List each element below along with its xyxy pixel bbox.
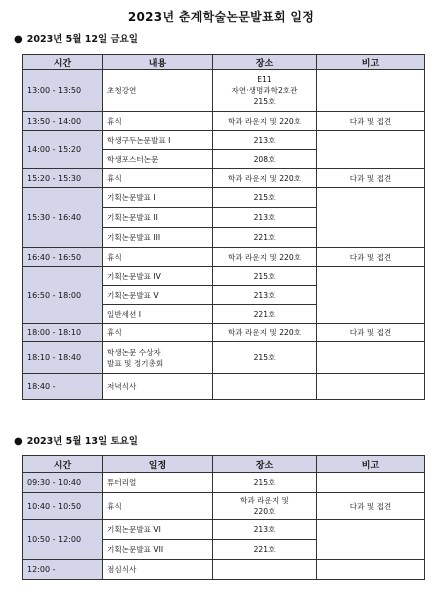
content-cell: 휴식 xyxy=(103,169,213,188)
time-cell: 15:30 - 16:40 xyxy=(23,188,103,248)
content-cell: 기획논문발표 III xyxy=(103,228,213,248)
place-cell: 학과 라운지 및 220호 xyxy=(213,112,317,131)
table-row xyxy=(23,493,425,520)
table-row xyxy=(23,374,425,400)
time-cell: 10:50 - 12:00 xyxy=(23,520,103,560)
place-line: 학과 라운지 및 xyxy=(240,496,289,505)
place-cell: 208호 xyxy=(213,150,317,169)
time-cell: 12:00 - xyxy=(23,560,103,580)
table-row xyxy=(23,473,425,493)
time-cell: 18:10 - 18:40 xyxy=(23,342,103,374)
time-cell: 09:30 - 10:40 xyxy=(23,473,103,493)
content-line: 학생논문 수상자 xyxy=(107,347,161,357)
table-row xyxy=(23,169,425,188)
note-cell xyxy=(317,520,425,560)
col-header-schedule: 일정 xyxy=(103,456,213,473)
place-cell xyxy=(213,493,317,520)
content-line: 발표 및 정기총회 xyxy=(107,358,164,368)
col-header-place: 장소 xyxy=(213,55,317,70)
bullet-icon: ● xyxy=(14,34,23,45)
content-cell: 휴식 xyxy=(103,112,213,131)
place-cell: 학과 라운지 및 220호 xyxy=(213,169,317,188)
place-cell: 215호 xyxy=(213,473,317,493)
page-title: 2023년 춘계학술논문발표회 일정 xyxy=(127,10,315,24)
note-cell xyxy=(317,560,425,580)
table-row xyxy=(23,520,425,540)
note-cell xyxy=(317,473,425,493)
content-cell: 휴식 xyxy=(103,324,213,342)
content-cell: 기획논문발표 I xyxy=(103,188,213,208)
note-cell: 다과 및 접견 xyxy=(317,493,425,520)
place-cell xyxy=(213,70,317,112)
note-cell xyxy=(317,70,425,112)
table-row xyxy=(23,248,425,267)
place-cell xyxy=(213,560,317,580)
time-cell: 18:40 - xyxy=(23,374,103,400)
content-cell xyxy=(103,342,213,374)
content-cell: 기획논문발표 II xyxy=(103,208,213,228)
day1-heading-text: 2023년 5월 12일 금요일 xyxy=(26,34,138,45)
table-row xyxy=(23,70,425,112)
time-cell: 16:40 - 16:50 xyxy=(23,248,103,267)
content-cell: 휴식 xyxy=(103,493,213,520)
content-cell: 학생포스터논문 xyxy=(103,150,213,169)
content-cell: 저녁식사 xyxy=(103,374,213,400)
content-cell: 튜터리얼 xyxy=(103,473,213,493)
place-cell: 215호 xyxy=(213,267,317,286)
note-cell xyxy=(317,267,425,324)
col-header-time: 시간 xyxy=(23,456,103,473)
content-cell: 기획논문발표 IV xyxy=(103,267,213,286)
place-cell: 학과 라운지 및 220호 xyxy=(213,248,317,267)
content-cell: 기획논문발표 VII xyxy=(103,540,213,560)
col-header-time: 시간 xyxy=(23,55,103,70)
table-row xyxy=(23,188,425,208)
place-line: 215호 xyxy=(253,97,276,106)
table-row xyxy=(23,131,425,150)
table-row xyxy=(23,267,425,286)
note-cell: 다과 및 접견 xyxy=(317,324,425,342)
note-cell: 다과 및 접견 xyxy=(317,169,425,188)
content-cell: 기획논문발표 VI xyxy=(103,520,213,540)
bullet-icon: ● xyxy=(14,436,23,447)
place-cell: 213호 xyxy=(213,131,317,150)
place-line: 220호 xyxy=(253,507,276,516)
time-cell: 18:00 - 18:10 xyxy=(23,324,103,342)
day1-schedule-table xyxy=(22,54,425,400)
day1-heading xyxy=(14,31,138,45)
place-cell xyxy=(213,374,317,400)
note-cell xyxy=(317,188,425,248)
note-cell xyxy=(317,374,425,400)
place-cell: 221호 xyxy=(213,540,317,560)
time-cell: 13:00 - 13:50 xyxy=(23,70,103,112)
content-cell: 일반세션 I xyxy=(103,305,213,324)
place-cell: 221호 xyxy=(213,305,317,324)
note-cell xyxy=(317,342,425,374)
col-header-content: 내용 xyxy=(103,55,213,70)
content-cell: 휴식 xyxy=(103,248,213,267)
place-cell: 215호 xyxy=(213,342,317,374)
content-cell: 학생구두논문발표 I xyxy=(103,131,213,150)
time-cell: 10:40 - 10:50 xyxy=(23,493,103,520)
place-line: E11 xyxy=(257,75,272,84)
day2-schedule-table xyxy=(22,455,425,580)
note-cell: 다과 및 접견 xyxy=(317,248,425,267)
content-cell: 점심식사 xyxy=(103,560,213,580)
table-row xyxy=(23,342,425,374)
time-cell: 15:20 - 15:30 xyxy=(23,169,103,188)
day2-heading xyxy=(14,433,138,447)
col-header-place: 장소 xyxy=(213,456,317,473)
place-cell: 213호 xyxy=(213,520,317,540)
table-row xyxy=(23,112,425,131)
place-cell: 215호 xyxy=(213,188,317,208)
day2-heading-text: 2023년 5월 13일 토요일 xyxy=(26,436,138,447)
time-cell: 13:50 - 14:00 xyxy=(23,112,103,131)
place-cell: 221호 xyxy=(213,228,317,248)
table-row xyxy=(23,324,425,342)
time-cell: 16:50 - 18:00 xyxy=(23,267,103,324)
place-cell: 학과 라운지 및 220호 xyxy=(213,324,317,342)
table-row xyxy=(23,560,425,580)
content-cell: 기획논문발표 V xyxy=(103,286,213,305)
time-cell: 14:00 - 15:20 xyxy=(23,131,103,169)
place-cell: 213호 xyxy=(213,208,317,228)
place-line: 자연·생명과학2호관 xyxy=(231,86,298,95)
col-header-note: 비고 xyxy=(317,55,425,70)
note-cell xyxy=(317,131,425,169)
col-header-note: 비고 xyxy=(317,456,425,473)
content-cell: 초청강연 xyxy=(103,70,213,112)
place-cell: 213호 xyxy=(213,286,317,305)
note-cell: 다과 및 접견 xyxy=(317,112,425,131)
